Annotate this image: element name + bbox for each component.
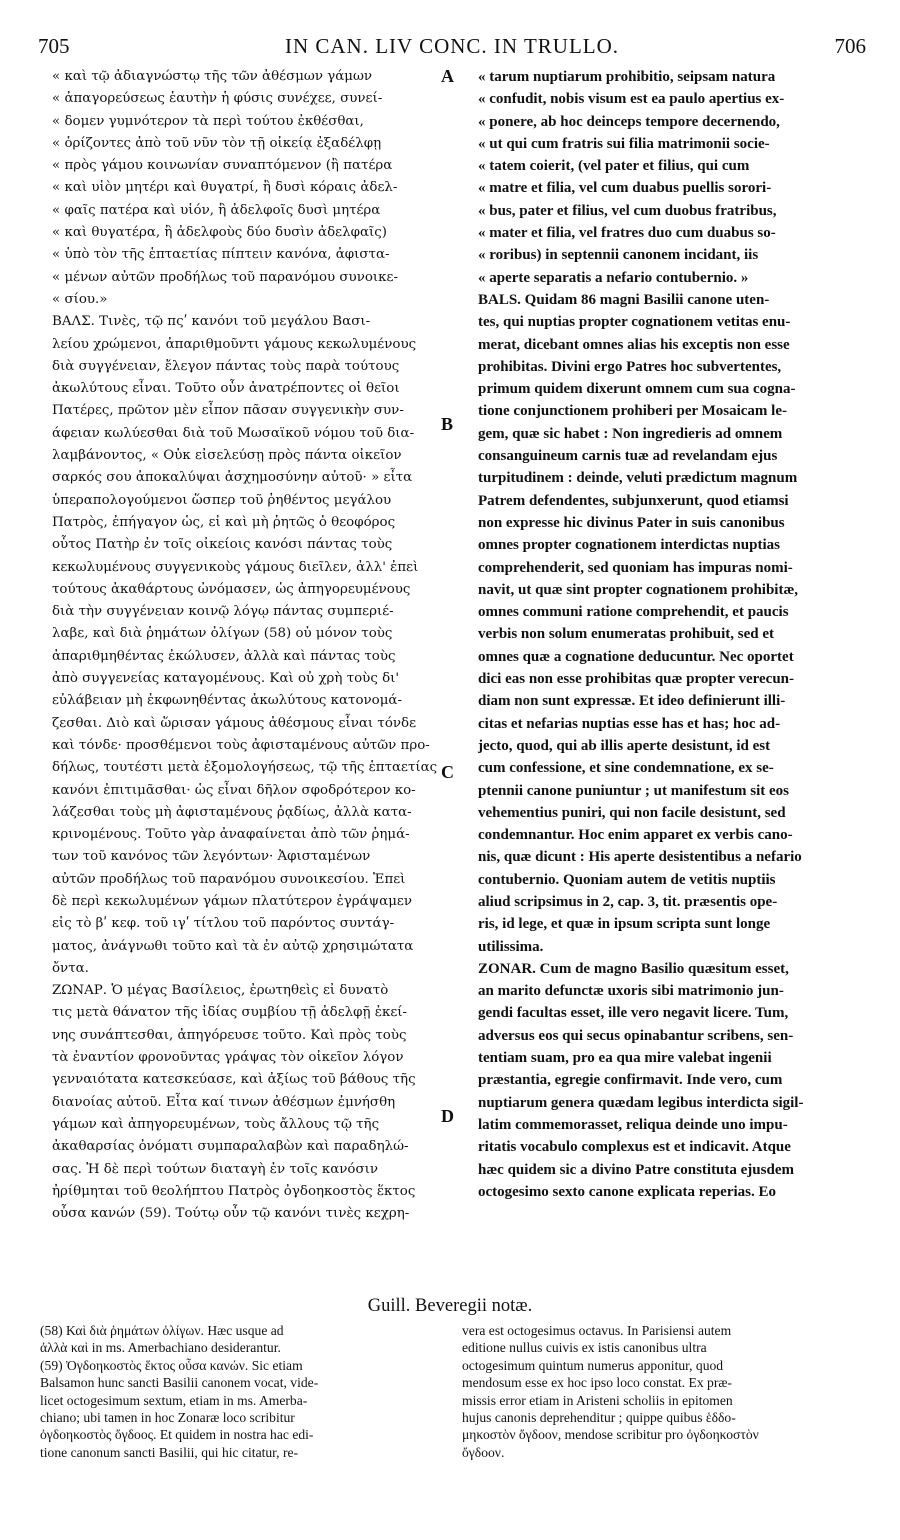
latin-column [478,66,866,1203]
margin-letter-d: D [441,1106,454,1126]
latin-text-line: citas et nefarias nuptias esse has et has; hoc ad- [478,715,781,732]
note-line: hujus canonis deprehenditur ; quippe quibus ἑδδο- [462,1410,736,1426]
latin-text-line: dici eas non esse prohibitas quæ propter verecun- [478,671,795,688]
greek-text-line: ΒΑΛΣ. Τινὲς, τῷ πςʹ κανόνι τοῦ μεγάλου Βασι- [52,314,371,330]
latin-text-line: prohibitas. Divini ergo Patres hoc subvertentes, [478,358,782,375]
note-line: (58) Καὶ διὰ ῥημάτων ὀλίγων. Hæc usque ad [40,1323,284,1338]
greek-text-line: κρινομένους. Τοῦτο γὰρ ἀναφαίνεται ἀπὸ τῶν ῥημά- [52,827,410,843]
greek-text-line: « καὶ τῷ ἀδιαγνώστῳ τῆς τῶν ἀθέσμων γάμων [52,69,373,84]
latin-text-line: « bus, pater et filius, vel cum duobus fratribus, [478,202,777,219]
latin-text-line: omnes quæ a cognatione deducuntur. Nec oportet [478,648,794,665]
greek-column [52,66,450,1225]
greek-text-line: καὶ τόνδε· προσθέμενοι τοὺς ἀφισταμένους αὐτῶν προ- [52,737,430,753]
greek-text-line: νης συνάπτεσθαι, ἀπηγόρευσε τοῦτο. Καὶ πρὸς τοὺς [52,1027,407,1043]
latin-text-line: « ut qui cum fratris sui filia matrimonii socie- [478,135,770,152]
margin-letter-b: B [441,414,454,434]
latin-text-line: omnes propter cognationem interdictas nuptias [478,537,780,554]
note-line: octogesimum quintum numerus apponitur, quod [462,1357,724,1373]
latin-text-line: ris, id lege, et quæ in ipsum scripta sunt longe [478,916,771,933]
greek-text-line: οὖσα κανών (59). Τούτῳ οὖν τῷ κανόνι τινὲς κεχρη- [52,1206,410,1222]
greek-text-line: δὲ περὶ κεκωλυμένων γάμων πλατύτερον ἐγράψαμεν [52,893,412,909]
latin-text-line: aliud scripsimus in 2, cap. 3, tit. præsentis ope- [478,893,778,910]
greek-text-line: λαμβάνοντος, « Οὐκ εἰσελεύσῃ πρὸς πάντα οἰκεῖον [52,448,402,464]
page-number-right: 706 [834,34,866,58]
greek-text-line: γενναιότατα κατεσκεύασε, καὶ ἀξίως τοῦ βάθους τῆς [52,1072,416,1088]
latin-text-line: navit, ut quæ sint propter cognationem prohibitæ, [478,581,799,598]
latin-text-line: octogesimo sexto canone explicata reperias. Eo [478,1183,777,1200]
greek-text-line: « πρὸς γάμου κοινωνίαν συναπτόμενον (ἢ πατέρα [52,158,393,174]
note-line: Balsamon hunc sancti Basilii canonem vocat, vide- [40,1375,319,1391]
greek-text-line: οὗτος Πατὴρ ἐν τοῖς οἰκείοις κανόσι πάντας τοὺς [52,537,393,553]
notes-heading: Guill. Beveregii notæ. [367,1296,533,1316]
latin-text-line: comprehenderit, sed quoniam has impuras nomi- [478,559,793,576]
latin-text-line: adversus eos qui secus opinabantur scribens, sen- [478,1027,794,1044]
greek-text-line: ΖΩΝΑΡ. Ὁ μέγας Βασίλειος, ἐρωτηθεὶς εἰ δυνατὸ [52,983,389,999]
greek-text-line: « μένων αὐτῶν προδήλως τοῦ παρανόμου συνοικε- [52,269,398,285]
note-line: vera est octogesimus octavus. In Parisiensi autem [462,1323,732,1338]
greek-text-line: σαρκός σου ἀποκαλύψαι ἀσχημοσύνην αὐτοῦ· » εἶτα [52,470,413,486]
note-line: editione nullus cuivis ex istis canonibus ultra [462,1340,707,1356]
latin-text-line: « tatem coierit, (vel pater et filius, qui cum [478,158,750,175]
latin-text-line: gem, quæ sic habet : Non ingredieris ad omnem [478,425,783,442]
note-line: (59) Ὀγδοηκοστὸς ἕκτος οὖσα κανών. Sic etiam [40,1357,303,1373]
latin-text-line: « aperte separatis a nefario contubernio. » [478,269,749,286]
note-line: mendosum esse ex hoc ipso loco constat. Ex præ- [462,1375,732,1391]
greek-text-line: ἀπαριθμηθέντας ἐκώλυσεν, ἀλλὰ καὶ πάντας τοὺς [52,648,396,664]
margin-letter-a: A [441,66,454,86]
note-line: μηκοστὸν ὄγδοον, mendose scribitur pro ὀγδοηκοστὸν [462,1427,759,1443]
greek-text-line: ὑπεραπολογούμενοι ὥσπερ τοῦ ῥηθέντος μεγάλου [52,492,392,508]
greek-text-line: διὰ συγγένειαν, ἔλεγον πάντας τοὺς παρὰ τούτους [52,358,400,374]
latin-text-line: turpitudinem : deinde, veluti prædictum magnum [478,470,798,487]
notes-left-column [40,1322,444,1461]
greek-text-line: γάμων καὶ ἀπηγορευμένων, τοὺς ἄλλους τῷ τῆς [52,1116,380,1132]
latin-text-line: Patrem defendentes, subjunxerunt, quod etiamsi [478,492,789,509]
greek-text-line: ἀκωλύτους εἶναι. Τοῦτο οὖν ἀνατρέποντες οἱ θεῖοι [52,381,400,397]
greek-text-line: διὰ τὴν συγγένειαν κοινῷ λόγῳ πάντας συμπεριέ- [52,604,394,620]
greek-text-line: ματος, ἀνάγνωθι τοῦτο καὶ τὰ ἐν αὐτῷ χρησιμώτατα [52,938,414,954]
greek-text-line: εἰς τὸ βʹ κεφ. τοῦ ιγʹ τίτλου τοῦ παρόντος συντάγ- [52,916,395,932]
greek-text-line: ζεσθαι. Διὸ καὶ ὥρισαν γάμους ἀθέσμους εἶναι τόνδε [52,715,417,731]
greek-text-line: Πατρὸς, ἐπήγαγον ὡς, εἰ καὶ μὴ ῥητῶς ὁ θεοφόρος [52,514,396,530]
greek-text-line: ὄντα. [52,960,89,976]
note-line: ὄγδοον. [462,1444,505,1460]
greek-text-line: « ἀπαγορεύσεως ἑαυτὴν ἡ φύσις συνέχεε, συνεί- [52,91,383,107]
greek-text-line: « ὑπὸ τὸν τῆς ἑπταετίας πίπτειν κανόνα, ἀφιστα- [52,247,390,263]
greek-text-line: ἠρίθμηται τοῦ θεολήπτου Πατρὸς ὀγδοηκοστὸς ἕκτος [52,1183,416,1199]
greek-text-line: τις μετὰ θάνατον τῆς ἰδίας συμβίου τῇ ἀδελφῇ ἐκεί- [52,1005,408,1021]
page-number-left: 705 [38,34,70,58]
latin-text-line: tione conjunctionem prohiberi per Mosaicam le- [478,403,787,420]
greek-text-line: τὰ ἐναντίον φρονοῦντας γράψας τὸν οἰκεῖον λόγον [52,1050,404,1066]
greek-text-line: δήλως, τουτέστι μετὰ ἐξομολογήσεως, τῷ τῆς ἑπταετίας [52,760,438,776]
latin-text-line: cum confessione, et sine condemnatione, ex se- [478,760,774,777]
greek-text-line: « καὶ υἱὸν μητέρι καὶ θυγατρί, ἢ δυσὶ κόραις ἀδελ- [52,180,398,196]
latin-text-line: utilissima. [478,938,544,955]
latin-text-line: nis, quæ dicunt : His aperte desistentibus a nefario [478,849,802,866]
latin-text-line: gendi facultas esset, ille vero negavit licere. Tum, [478,1005,789,1022]
latin-text-line: præstantia, egregie confirmavit. Inde vero, cum [478,1072,783,1089]
greek-text-line: σας. Ἡ δὲ περὶ τούτων διαταγὴ ἐν τοῖς κανόσιν [52,1161,378,1177]
latin-text-line: contubernio. Quoniam autem de vetitis nuptiis [478,871,776,888]
latin-text-line: « tarum nuptiarum prohibitio, seipsam natura [478,69,776,85]
latin-text-line: non expresse hic divinus Pater in suis canonibus [478,514,785,531]
latin-text-line: ZONAR. Cum de magno Basilio quæsitum esset, [478,960,789,977]
note-line: chiano; ubi tamen in hoc Zonaræ loco scribitur [40,1410,295,1426]
note-line: licet octogesimum sextum, etiam in ms. Amerba- [40,1392,308,1408]
latin-text-line: an marito defunctæ uxoris sibi matrimonio jun- [478,983,784,1000]
latin-text-line: « matre et filia, vel cum duabus puellis sorori- [478,180,772,197]
greek-text-line: κεκωλυμένους συγγενικοὺς γάμους διεῖλεν, ἀλλ' ἐπεὶ [52,559,419,575]
latin-text-line: vehementius puniri, qui non facile desistunt, sed [478,804,786,821]
notes-right-column [462,1322,862,1461]
note-line: tione canonum sancti Basilii, qui hic citatur, re- [40,1444,299,1460]
greek-text-line: αὐτῶν προδήλως τοῦ παρανόμου συνοικεσίου. Ἐπεὶ [52,871,406,887]
greek-text-line: Πατέρες, πρῶτον μὲν εἶπον πᾶσαν συγγενικὴν συν- [52,403,404,419]
greek-text-line: « δομεν γυμνότερον τὰ περὶ τούτου ἐκθέσθαι, [52,113,364,129]
greek-text-line: των τοῦ κανόνος τῶν λεγόντων· Ἀφισταμένων [52,849,371,865]
note-line: missis error etiam in Aristeni scholiis in epitomen [462,1392,733,1408]
note-line: ἀλλὰ καὶ in ms. Amerbachiano desiderantur. [40,1340,281,1356]
latin-text-line: « roribus) in septennii canonem incidant, iis [478,247,759,264]
latin-text-line: « ponere, ab hoc deinceps tempore decernendo, [478,113,780,130]
latin-text-line: primum quidem dixerunt omnem cum sua cogna- [478,381,796,398]
greek-text-line: « ὁρίζοντες ἀπὸ τοῦ νῦν τὸν τῇ οἰκείᾳ ἐξαδέλφῃ [52,135,382,151]
latin-text-line: verbis non solum enumeratas prohibuit, sed et [478,626,775,643]
greek-text-line: διανοίας αὐτοῦ. Εἶτα καί τινων ἀθέσμων ἐμνήσθη [52,1094,396,1110]
margin-letter-c: C [441,762,454,782]
greek-text-line: ἀκαθαρσίας ὀνόματι συμπαραλαβὼν καὶ παραδηλώ- [52,1139,409,1155]
greek-text-line: άφειαν κωλύεσθαι διὰ τοῦ Μωσαϊκοῦ νόμου τοῦ δια- [52,425,415,441]
greek-text-line: λείου χρώμενοι, ἀπαριθμοῦντι γάμους κεκωλυμένους [52,336,417,352]
latin-text-line: merat, dicebant omnes alias his exceptis non esse [478,336,790,353]
latin-text-line: ptennii canone puniuntur ; ut manifestum sit eos [478,782,790,799]
latin-text-line: jecto, quod, qui ab illis aperte desistunt, id est [478,737,771,754]
running-title: IN CAN. LIV CONC. IN TRULLO. [284,34,620,58]
note-line: ὀγδοηκοστὸς ὄγδοος. Et quidem in nostra hac edi- [40,1427,314,1443]
greek-text-line: λαβε, καὶ διὰ ῥημάτων ὀλίγων (58) οὐ μόνον τοὺς [52,626,393,642]
greek-text-line: λάζεσθαι τοὺς μὴ ἀφισταμένους ῥᾳδίως, ἀλλὰ κατα- [52,804,412,820]
greek-text-line: « φαῖς πατέρα καὶ υἱόν, ἢ ἀδελφοῖς δυσὶ μητέρα [52,202,381,218]
latin-text-line: consanguineum carnis tuæ ad revelandam ejus [478,448,778,465]
latin-text-line: BALS. Quidam 86 magni Basilii canone uten- [478,291,770,308]
greek-text-line: ἀπὸ συγγενείας καταγομένους. Καὶ οὐ χρὴ τοὺς δι' [52,671,400,687]
latin-text-line: omnes communi ratione comprehendit, et paucis [478,604,789,621]
greek-text-line: κανόνι ἐπιτιμᾶσθαι· ὡς εἶναι δῆλον σφοδρότερον κο- [52,782,416,798]
latin-text-line: « mater et filia, vel fratres duo cum duabus so- [478,225,776,242]
greek-text-line: τούτους ἀκαθάρτους ὠνόμασεν, ὡς ἀπηγορευμένους [52,581,411,597]
page-header [38,34,866,64]
greek-text-line: « σίου.» [52,291,108,307]
latin-text-line: latim commemorasset, reliqua deinde uno impu- [478,1116,788,1133]
greek-text-line: « καὶ θυγατέρα, ἢ ἀδελφοὺς δύο δυσὶν ἀδελφαῖς) [52,225,387,241]
latin-text-line: tes, qui nuptias propter cognationem vetitas enu- [478,314,791,331]
latin-text-line: diam non sunt expressæ. Et ideo definierunt illi- [478,693,786,710]
greek-text-line: εὐλάβειαν μὴ ἐκφωνηθέντας ἀκωλύτους κατονομά- [52,693,402,709]
latin-text-line: condemnantur. Hoc enim apparet ex verbis cano- [478,827,793,844]
latin-text-line: « confudit, nobis visum est ea paulo apertius ex- [478,91,785,108]
latin-text-line: ritatis vocabulo complexus est et indicavit. Atque [478,1139,791,1156]
latin-text-line: tentiam suam, pro ea qua mire valebat ingenii [478,1050,772,1067]
latin-text-line: hæc quidem sic a divino Patre constituta ejusdem [478,1161,794,1178]
latin-text-line: nuptiarum genera quædam legibus interdicta sigil- [478,1094,804,1111]
